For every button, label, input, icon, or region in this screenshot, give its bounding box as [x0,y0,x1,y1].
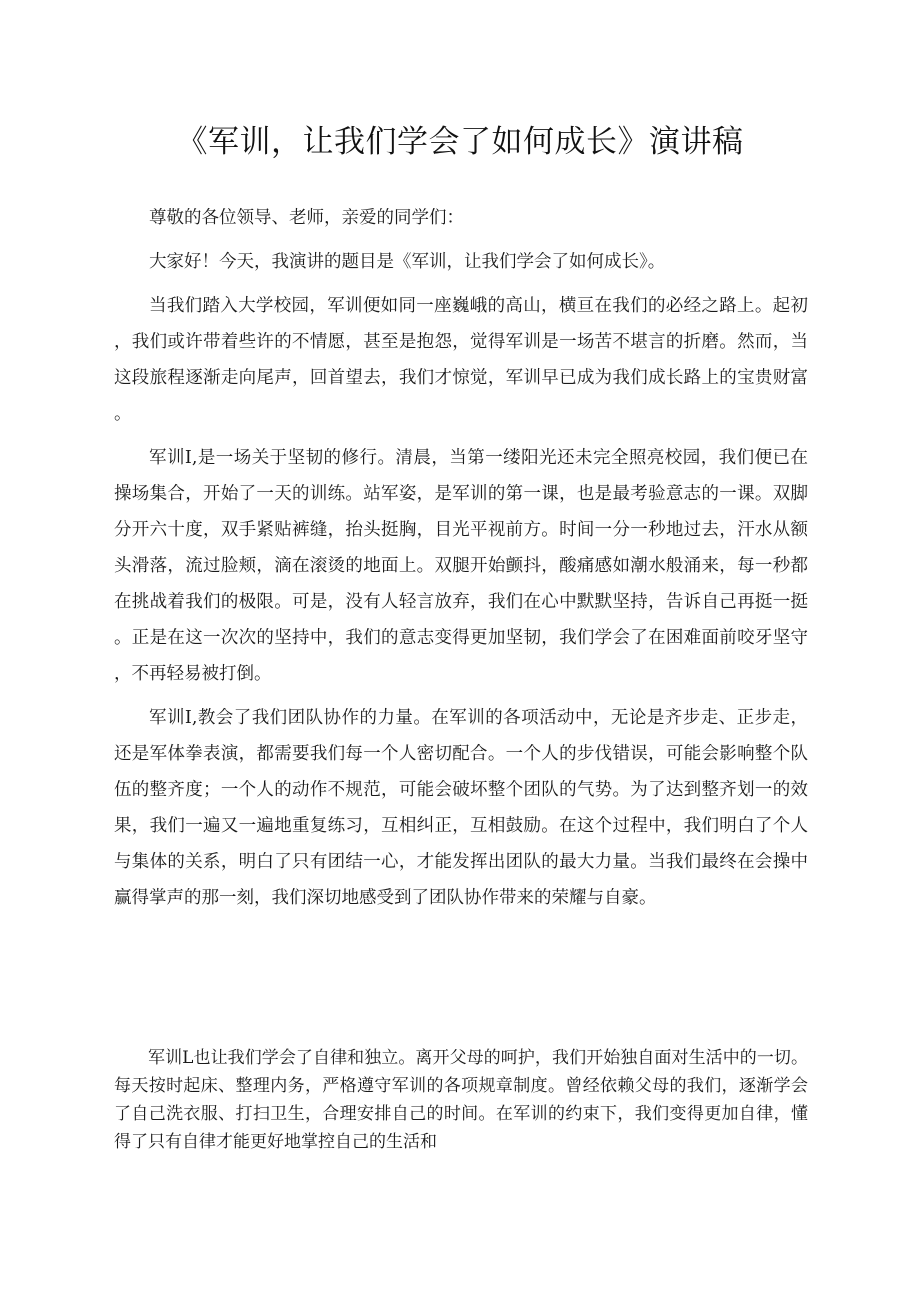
speech-body-continued [114,1044,808,1156]
body-paragraph-perseverance: 军训I,是一场关于坚韧的修行。清晨，当第一缕阳光还未完全照亮校园，我们便已在操场集合，开始了一天的训练。站军姿，是军训的第一课，也是最考验意志的一课。双脚分开六十度，双手紧贴裤缝，抬头挺胸，目光平视前方。时间一分一秒地过去，汗水从额头滑落，流过脸颊，滴在滚烫的地面上。双腿开始颤抖，酸痛感如潮水般涌来，每一秒都在挑战着我们的极限。可是，没有人轻言放弃，我们在心中默默坚持，告诉自己再挺一挺。正是在这一次次的坚持中，我们的意志变得更加坚韧，我们学会了在困难面前咬牙坚守，不再轻易被打倒。 [114,448,808,684]
body-paragraph-self-discipline: 军训L也让我们学会了自律和独立。离开父母的呵护，我们开始独自面对生活中的一切。每天按时起床、整理内务，严格遵守军训的各项规章制度。曾经依赖父母的我们，逐渐学会了自己洗衣服、打扫卫生，合理安排自己的时间。在军训的约束下，我们变得更加自律，懂得了只有自律才能更好地掌控自己的生活和 [114,1048,808,1152]
speech-body-main [114,200,808,916]
document-title: 《军训，让我们学会了如何成长》演讲稿 [176,124,744,160]
body-paragraph-intro: 当我们踏入大学校园，军训便如同一座巍峨的高山，横亘在我们的必经之路上。起初，我们或许带着些许的不情愿，甚至是抱怨，觉得军训是一场苦不堪言的折磨。然而，当这段旅程逐渐走向尾声，回首望去，我们才惊觉，军训早已成为我们成长路上的宝贵财富。 [114,296,808,424]
greeting-paragraph: 大家好！今天，我演讲的题目是《军训，让我们学会了如何成长》。 [149,252,666,272]
salutation-paragraph: 尊敬的各位领导、老师，亲爱的同学们： [149,208,464,228]
body-paragraph-teamwork: 军训I,教会了我们团队协作的力量。在军训的各项活动中，无论是齐步走、正步走，还是军体拳表演，都需要我们每一个人密切配合。一个人的步伐错误，可能会影响整个队伍的整齐度；一个人的动作不规范，可能会破坏整个团队的气势。为了达到整齐划一的效果，我们一遍又一遍地重复练习，互相纠正，互相鼓励。在这个过程中，我们明白了个人与集体的关系，明白了只有团结一心，才能发挥出团队的最大力量。当我们最终在会操中赢得掌声的那一刻，我们深切地感受到了团队协作带来的荣耀与自豪。 [114,708,808,908]
